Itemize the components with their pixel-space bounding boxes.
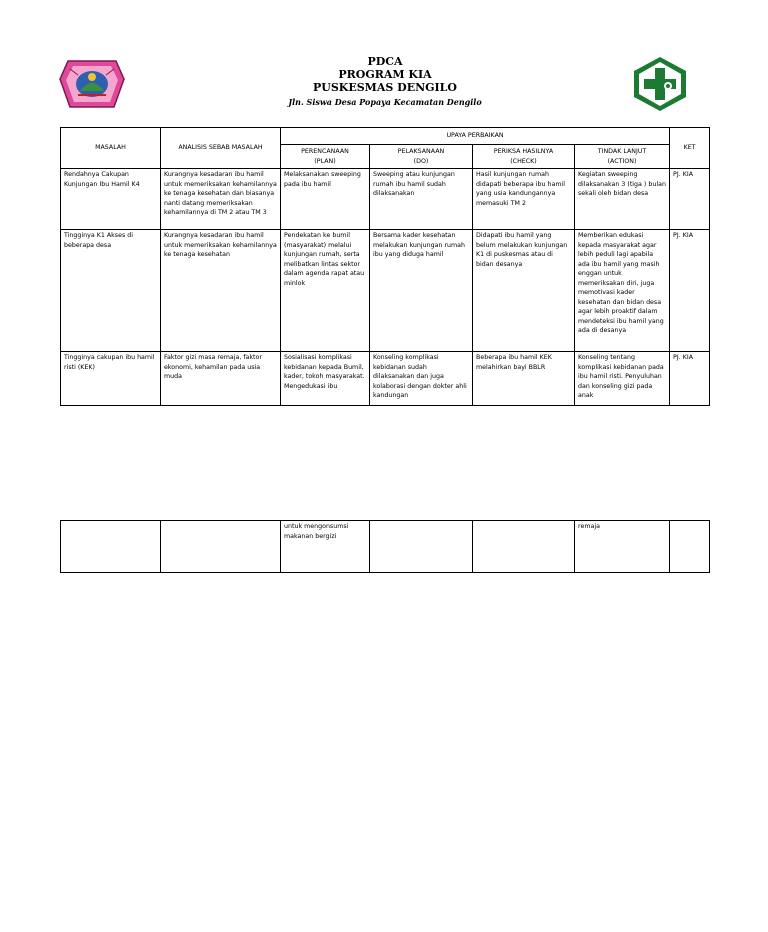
cell-action: Konseling tentang komplikasi kebidanan pada ibu hamil risti. Penyuluhan dan konseling gizi pada anak [575,352,670,406]
table-row [61,230,710,352]
cell-analisis: Kurangnya kesadaran ibu hamil untuk memeriksakan kehamilannya ke tenaga kesehatan [161,230,281,352]
cell-plan: untuk mengonsumsi makanan bergizi [281,521,370,573]
cell-action: Kegiatan sweeping dilaksanakan 3 (tiga ) bulan sekali oleh bidan desa [575,169,670,230]
cell-analisis [161,521,281,573]
cell-analisis: Kurangnya kesadaran ibu hamil untuk memeriksakan kehamilannya ke tenaga kesehatan dan biasanya nanti datang memeriksakan kehamilannya di TM 2 atau TM 3 [161,169,281,230]
pdca-table [60,127,710,406]
table-row [61,352,710,406]
cell-plan: Melaksanakan sweeping pada ibu hamil [281,169,370,230]
cell-masalah: Tingginya cakupan ibu hamil risti (KEK) [61,352,161,406]
cell-action: Memberikan edukasi kepada masyarakat agar lebih peduli lagi apabila ada ibu hamil yang masih enggan untuk memeriksakan diri, juga memotivasi kader kesehatan dan bidan desa agar lebih proaktif dalam mendeteksi ibu hamil yang ada di desanya [575,230,670,352]
header-check: PERIKSA HASILNYA (CHECK) [473,145,575,169]
cell-plan: Pendekatan ke bumil (masyarakat) melalui kunjungan rumah, serta melibatkan lintas sektor dalam agenda rapat atau minlok [281,230,370,352]
header-action: TINDAK LANJUT (ACTION) [575,145,670,169]
header-upaya-perbaikan: UPAYA PERBAIKAN [281,128,670,145]
cell-check: Hasil kunjungan rumah didapati beberapa ibu hamil yang usia kandungannya memasuki TM 2 [473,169,575,230]
header-address: Jln. Siswa Desa Popaya Kecamatan Dengilo [288,97,482,107]
pdca-table-continuation [60,520,710,573]
cell-analisis: Faktor gizi masa remaja, faktor ekonomi, kehamilan pada usia muda [161,352,281,406]
header-puskesmas: PUSKESMAS DENGILO [312,81,457,94]
cell-action: remaja [575,521,670,573]
cell-ket: PJ. KIA [670,230,710,352]
cell-do: Bersama kader kesehatan melakukan kunjungan rumah ibu yang diduga hamil [370,230,473,352]
table-row [61,521,710,573]
cell-masalah: Rendahnya Cakupan Kunjungan Ibu Hamil K4 [61,169,161,230]
cell-plan: Sosialisasi komplikasi kebidanan kepada Bumil, kader, tokoh masyarakat. Mengedukasi ibu [281,352,370,406]
cell-ket: PJ. KIA [670,352,710,406]
cell-masalah [61,521,161,573]
cell-check [473,521,575,573]
cell-masalah: Tingginya K1 Akses di beberapa desa [61,230,161,352]
cell-do [370,521,473,573]
regency-emblem-icon [58,57,126,111]
cell-check: Beberapa ibu hamil KEK melahirkan bayi BBLR [473,352,575,406]
cell-do: Konseling komplikasi kebidanan sudah dilaksanakan dan juga kolaborasi dengan dokter ahli kandungan [370,352,473,406]
header-program: PROGRAM KIA [338,68,432,81]
cell-do: Sweeping atau kunjungan rumah ibu hamil sudah dilaksanakan [370,169,473,230]
cell-check: Didapati ibu hamil yang belum melakukan kunjungan K1 di puskesmas atau di bidan desanya [473,230,575,352]
header-plan: PERENCANAAN (PLAN) [281,145,370,169]
header-analisis: ANALISIS SEBAB MASALAH [161,128,281,169]
header-masalah: MASALAH [61,128,161,169]
header-title: PDCA [367,55,403,68]
cell-ket [670,521,710,573]
table-row [61,169,710,230]
cell-ket: PJ. KIA [670,169,710,230]
puskesmas-cross-icon [632,56,688,112]
header-do: PELAKSANAAN (DO) [370,145,473,169]
header-ket: KET [670,128,710,169]
document-header [250,55,520,109]
